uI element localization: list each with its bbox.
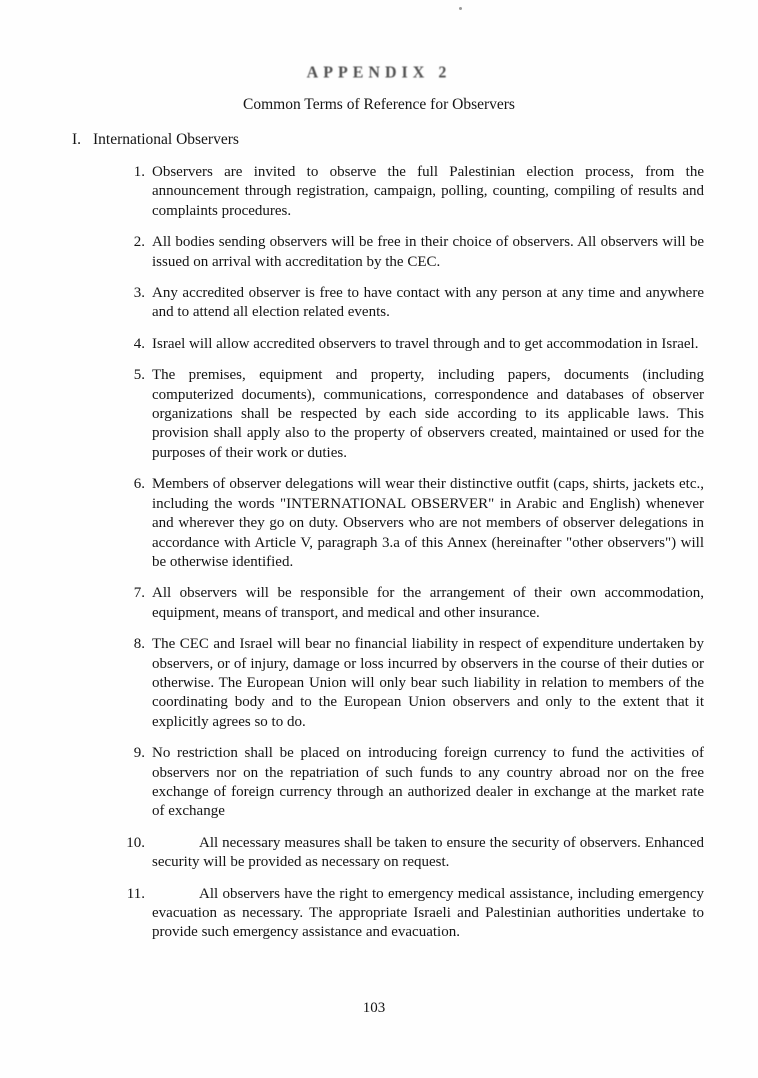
list-item-text: All observers will be responsible for the arrangement of their own accommodation, equipment, means of transport, and medical and other insurance. <box>152 585 704 621</box>
list-item-text: Members of observer delegations will wear their distinctive outfit (caps, shirts, jackets etc., including the words "INTERNATIONAL OBSERVER" in Arabic and English) whenever and wherever they go on duty. Observers who are not members of observer delegations in accordance with Article V, paragraph 3.a of this Annex (hereinafter "other observers") will be otherwise identified. <box>152 476 704 570</box>
list-item-text: All necessary measures shall be taken to ensure the security of observers. Enhanced security will be provided as necessary on request. <box>152 834 704 871</box>
list-item <box>133 366 704 463</box>
list-item-number: 6. <box>133 476 145 493</box>
clause-list <box>72 163 704 943</box>
section-title: International Observers <box>93 131 239 148</box>
section-numeral: I. <box>72 131 82 148</box>
list-item-number: 9. <box>133 745 145 762</box>
list-item <box>133 744 704 822</box>
list-item-text: Any accredited observer is free to have contact with any person at any time and anywhere and to attend all election related events. <box>152 285 704 321</box>
appendix-heading: APPENDIX 2 <box>306 63 452 82</box>
list-item <box>133 163 704 221</box>
list-item <box>133 284 704 323</box>
list-item-text: The premises, equipment and property, including papers, documents (including computerized documents), communications, correspondence and databases of observer organizations shall be respected by each side according to its applicable laws. This provision shall apply also to the property of observers created, maintained or used for the purposes of their work or duties. <box>152 367 704 461</box>
list-item <box>133 233 704 272</box>
page-number: 103 <box>362 1000 386 1016</box>
list-item-number: 3. <box>133 285 145 302</box>
list-item <box>133 335 704 354</box>
list-item-text: All bodies sending observers will be free in their choice of observers. All observers will be issued on arrival with accreditation by the CEC. <box>152 234 704 270</box>
document-body <box>72 130 704 943</box>
list-item-text: The CEC and Israel will bear no financial liability in respect of expenditure undertaken by observers, or of injury, damage or loss incurred by observers in the course of their duties or otherwise. The European Union will only bear such liability in relation to members of the coordinating body and to the European Union observers and only to the extent that it explicitly agrees so to do. <box>152 636 704 730</box>
list-item-text: Observers are invited to observe the full Palestinian election process, from the announcement through registration, campaign, polling, counting, compiling of results and complaints procedures. <box>152 164 704 219</box>
list-item-text: All observers have the right to emergency medical assistance, including emergency evacuation as necessary. The appropriate Israeli and Palestinian authorities undertake to provide such emergency assistance and evacuation. <box>152 885 704 941</box>
list-item-number: 4. <box>133 335 145 352</box>
document-title: Common Terms of Reference for Observers <box>243 96 515 113</box>
list-item-number: 8. <box>133 636 145 653</box>
list-item <box>126 834 704 873</box>
list-item-number: 2. <box>133 234 145 251</box>
section-heading <box>72 130 704 149</box>
list-item <box>133 475 704 572</box>
list-item-number: 1. <box>133 164 145 180</box>
list-item <box>133 635 704 732</box>
list-item <box>126 885 704 943</box>
list-item-number: 7. <box>133 585 145 602</box>
list-item-number: 11. <box>126 885 145 902</box>
list-item <box>133 584 704 623</box>
list-item-text: Israel will allow accredited observers to travel through and to get accommodation in Israel. <box>152 335 699 352</box>
list-item-number: 10. <box>126 834 145 851</box>
list-item-number: 5. <box>133 367 145 384</box>
list-item-text: No restriction shall be placed on introducing foreign currency to fund the activities of observers nor on the repatriation of such funds to any country abroad nor on the free exchange of foreign currency through an authorized dealer in exchange at the market rate of exchange <box>152 745 704 820</box>
